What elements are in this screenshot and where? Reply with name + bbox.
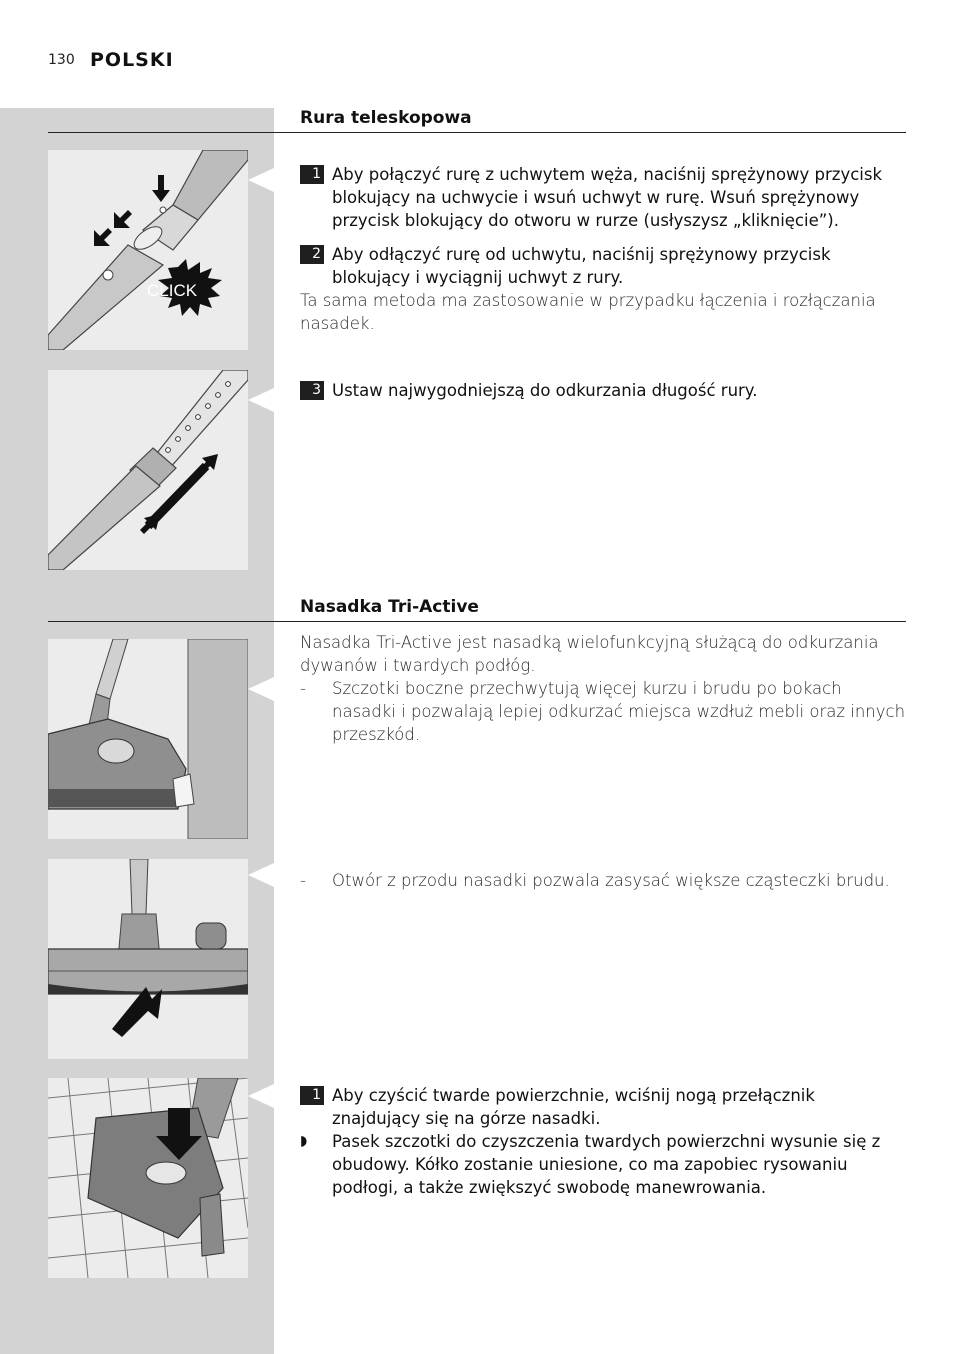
telescopic-tube-illustration <box>48 370 248 570</box>
section-title-tri-active: Nasadka Tri-Active <box>300 597 479 617</box>
section-divider <box>48 621 906 622</box>
bullet-side-brushes <box>300 677 906 746</box>
step-text: Ustaw najwygodniejszą do odkurzania długość rury. <box>332 381 758 400</box>
bullet-text: Szczotki boczne przechwytują więcej kurzu i brudu po bokach nasadki i pozwalają lepiej odkurzać miejsca wzdłuż mebli oraz innych przeszkód. <box>332 679 906 744</box>
result-brush-strip <box>300 1130 906 1199</box>
step-2-disconnect <box>300 243 906 289</box>
nozzle-side-brush-illustration <box>48 639 248 839</box>
step-number-badge: 1 <box>300 165 324 184</box>
step-text: Aby czyścić twarde powierzchnie, wciśnij nogą przełącznik znajdujący się na górze nasadki. <box>332 1086 815 1128</box>
tube-click-illustration <box>48 150 248 350</box>
section-title-telescopic-tube: Rura teleskopowa <box>300 108 472 128</box>
figure-pointer <box>248 168 274 192</box>
figure-nozzle-side-brush <box>48 639 248 839</box>
step-text: Aby odłączyć rurę od uchwytu, naciśnij sprężynowy przycisk blokujący i wyciągnij uchwyt z rury. <box>332 245 831 287</box>
figure-pointer <box>248 1084 274 1108</box>
step-number-badge: 3 <box>300 381 324 400</box>
figure-pointer <box>248 863 274 887</box>
step-number-badge: 1 <box>300 1086 324 1105</box>
result-marker: ◗ <box>300 1133 308 1149</box>
bullet-marker: - <box>300 679 306 698</box>
bullet-front-opening <box>300 869 906 892</box>
page-number: 130 <box>48 52 75 68</box>
note-text: Ta sama metoda ma zastosowanie w przypadku łączenia i rozłączania nasadek. <box>300 291 876 333</box>
step-3-adjust-length <box>300 379 906 402</box>
nozzle-front-opening-illustration <box>48 859 248 1059</box>
step-text: Aby połączyć rurę z uchwytem węża, naciśnij sprężynowy przycisk blokujący na uchwycie i wsuń uchwyt w rurę. Wsuń sprężynowy przycisk blokujący do otworu w rurze (usłyszysz „kliknięcie”). <box>332 165 883 230</box>
step-number-badge: 2 <box>300 245 324 264</box>
click-label: CLICK <box>147 281 198 300</box>
step-1-hard-floor <box>300 1084 906 1130</box>
language-heading: POLSKI <box>90 49 174 71</box>
figure-nozzle-foot-switch <box>48 1078 248 1278</box>
figure-pointer <box>248 677 274 701</box>
figure-nozzle-front-opening <box>48 859 248 1059</box>
bullet-marker: - <box>300 871 306 890</box>
nozzle-foot-switch-illustration <box>48 1078 248 1278</box>
intro-text: Nasadka Tri-Active jest nasadką wielofunkcyjną służącą do odkurzania dywanów i twardych podłóg. <box>300 633 879 675</box>
section-divider <box>48 132 906 133</box>
step-1-connect <box>300 163 906 232</box>
figure-tube-click <box>48 150 248 350</box>
bullet-text: Otwór z przodu nasadki pozwala zasysać większe cząsteczki brudu. <box>332 871 890 890</box>
result-text: Pasek szczotki do czyszczenia twardych powierzchni wysunie się z obudowy. Kółko zostanie uniesione, co ma zapobiec rysowaniu podłogi, a także zwiększyć swobodę manewrowania. <box>332 1132 881 1197</box>
figure-pointer <box>248 388 274 412</box>
figure-telescopic-tube <box>48 370 248 570</box>
